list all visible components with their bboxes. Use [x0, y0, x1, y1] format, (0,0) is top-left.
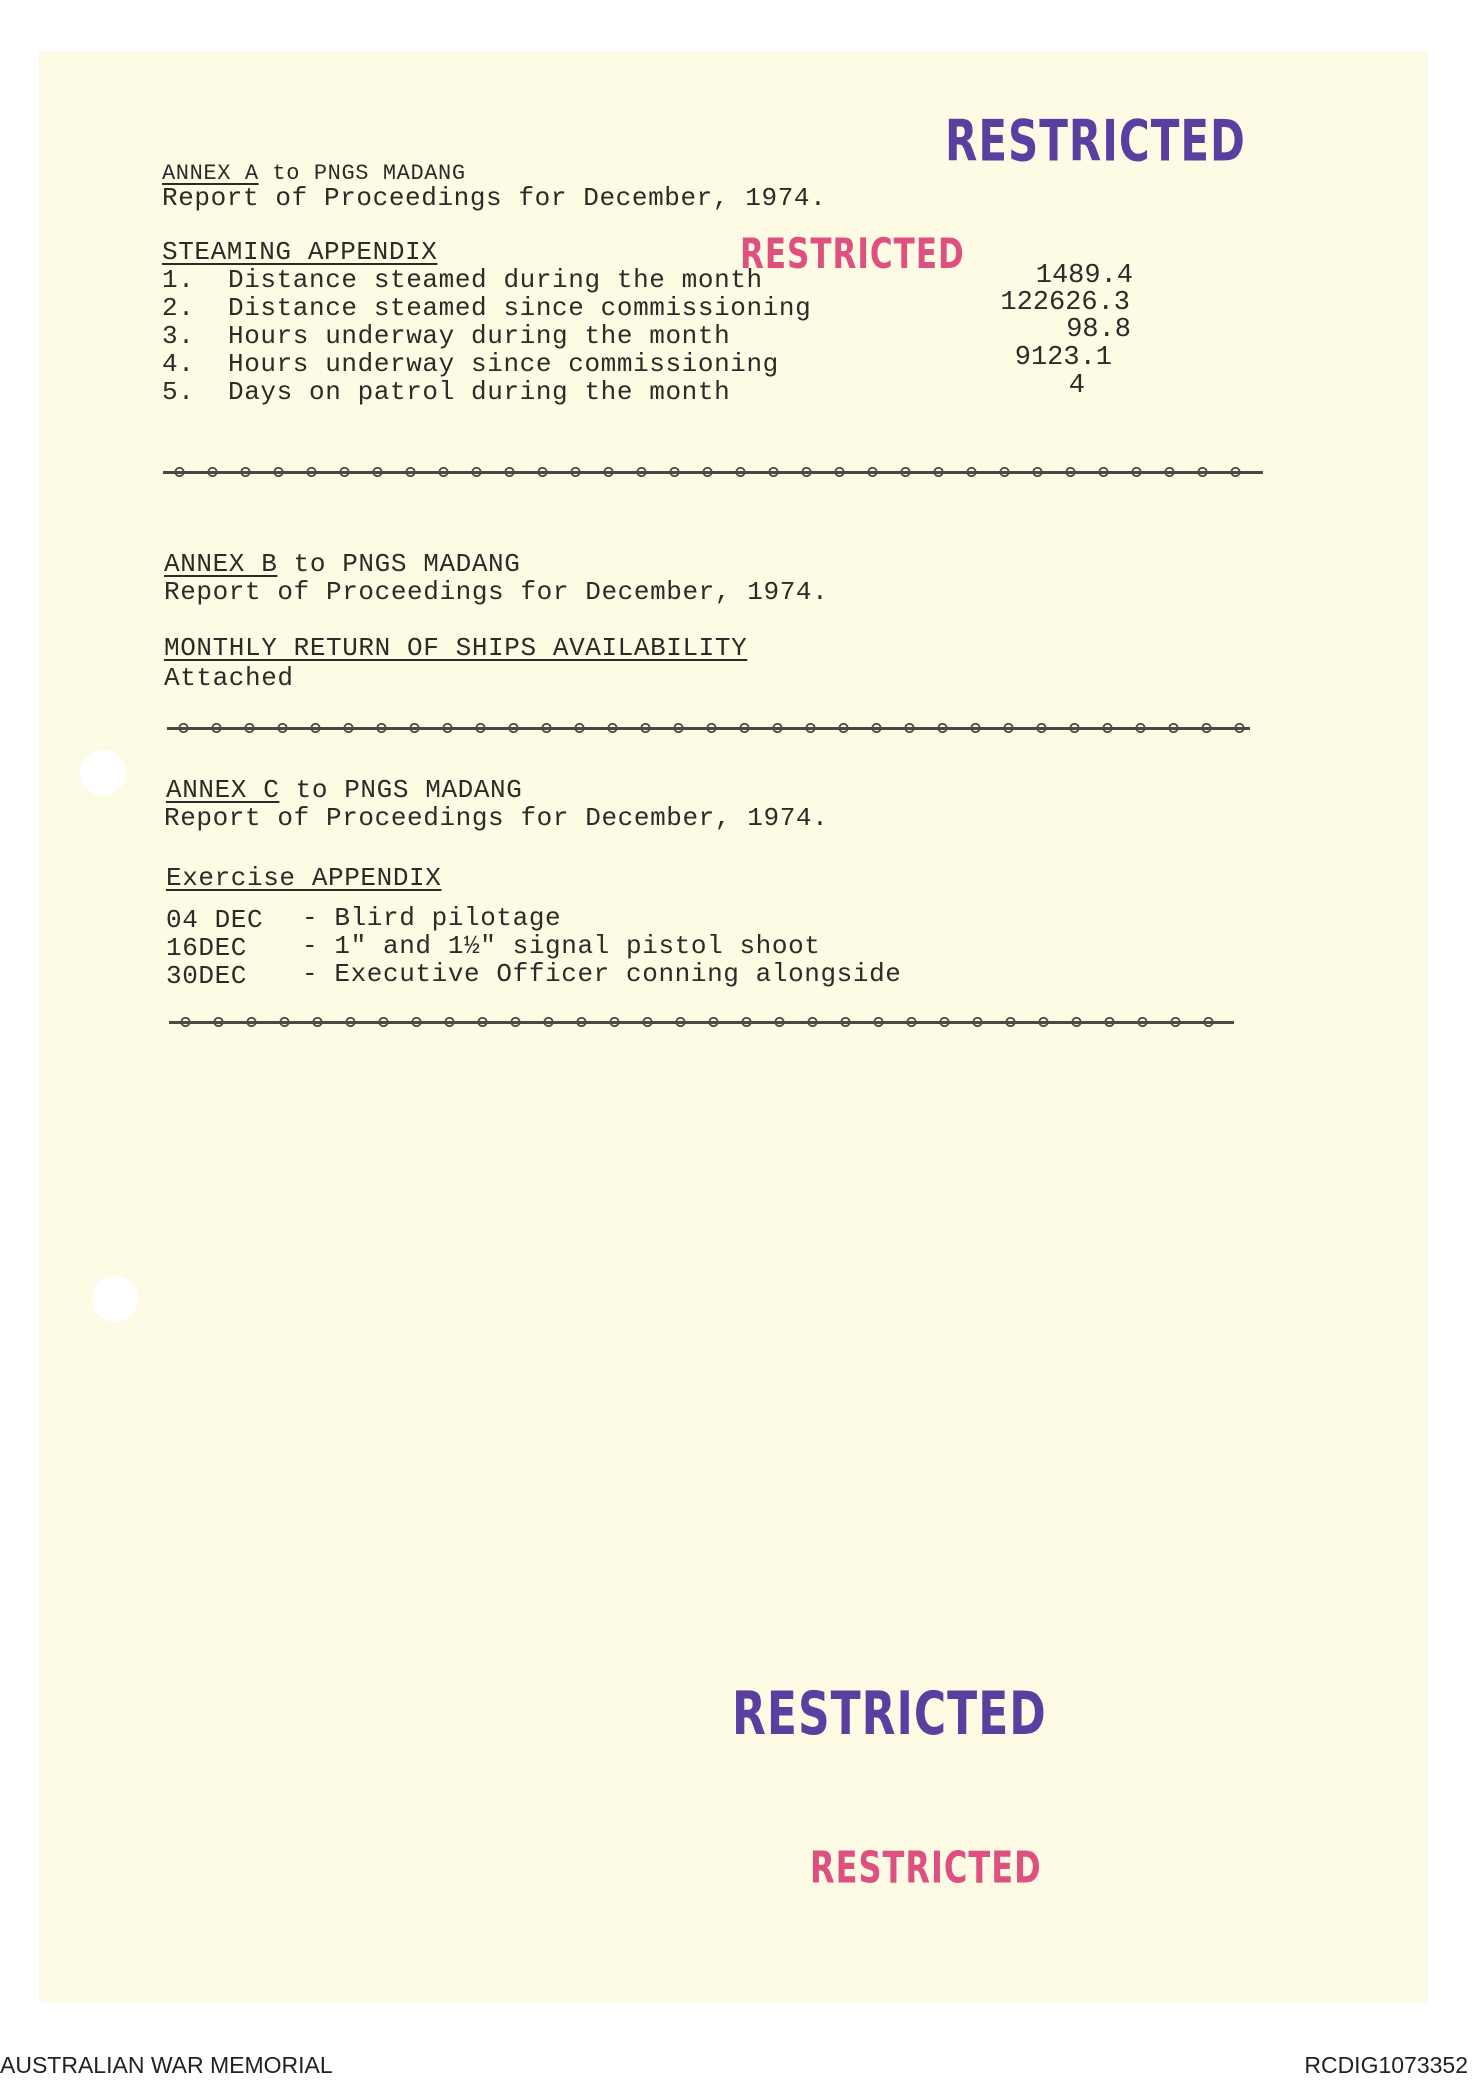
annex-c-heading [166, 776, 522, 804]
steaming-item-1-value: 1489.4 [1035, 261, 1133, 291]
annex-c-label: ANNEX C [166, 775, 280, 805]
annex-a-label: ANNEX A [162, 161, 259, 186]
footer-archive-name: AUSTRALIAN WAR MEMORIAL [0, 2052, 333, 2078]
annex-b-label: ANNEX B [164, 549, 278, 579]
punch-hole-upper [80, 750, 126, 796]
exercise-1-desc: - Blird pilotage [302, 903, 562, 933]
annex-a-section-title: STEAMING APPENDIX [162, 237, 438, 267]
separator-1 [163, 467, 1263, 477]
exercise-3-date: 30DEC [166, 961, 248, 991]
steaming-item-2-value: 122626.3 [1000, 288, 1130, 318]
exercise-3-desc: - Executive Officer conning alongside [302, 959, 902, 989]
steaming-item-4-value: 9123.1 [1014, 343, 1112, 373]
steaming-item-3-label: Hours underway during the month [228, 321, 731, 351]
exercise-2-date: 16DEC [166, 933, 248, 963]
steaming-item-1-num: 1. [162, 265, 195, 295]
restricted-stamp-annex-a: RESTRICTED [740, 230, 965, 279]
steaming-item-1-label: Distance steamed during the month [228, 265, 763, 295]
steaming-item-3-num: 3. [162, 321, 195, 351]
punch-hole-lower [92, 1276, 138, 1322]
footer-record-id: RCDIG1073352 [1304, 2052, 1468, 2078]
annex-b-heading [164, 550, 520, 578]
steaming-item-4-label: Hours underway since commissioning [228, 349, 779, 379]
annex-a-vessel: to PNGS MADANG [258, 161, 466, 186]
annex-c-section-title: Exercise APPENDIX [166, 863, 442, 893]
annex-c-vessel: to PNGS MADANG [279, 775, 523, 805]
separator-2 [167, 723, 1250, 733]
restricted-stamp-bottom-faint: RESTRICTED [810, 1842, 1042, 1894]
steaming-item-2-label: Distance steamed since commissioning [228, 293, 812, 323]
steaming-item-2-num: 2. [162, 293, 195, 323]
annex-b-report-line: Report of Proceedings for December, 1974. [164, 577, 829, 607]
steaming-item-5-label: Days on patrol during the month [228, 377, 731, 407]
separator-3 [169, 1017, 1234, 1027]
exercise-1-date: 04 DEC [166, 905, 264, 935]
annex-b-vessel: to PNGS MADANG [277, 549, 521, 579]
steaming-item-3-value: 98.8 [1066, 315, 1131, 345]
restricted-stamp-top: RESTRICTED [945, 108, 1246, 175]
annex-a-report-line: Report of Proceedings for December, 1974. [162, 183, 827, 213]
steaming-item-4-num: 4. [162, 349, 195, 379]
steaming-item-5-value: 4 [1068, 371, 1085, 401]
annex-b-section-title: MONTHLY RETURN OF SHIPS AVAILABILITY [164, 633, 748, 663]
annex-c-report-line: Report of Proceedings for December, 1974. [164, 803, 829, 833]
steaming-item-5-num: 5. [162, 377, 195, 407]
exercise-2-desc: - 1" and 1½" signal pistol shoot [302, 931, 821, 961]
annex-b-attached: Attached [164, 663, 294, 693]
restricted-stamp-bottom: RESTRICTED [732, 1680, 1047, 1749]
